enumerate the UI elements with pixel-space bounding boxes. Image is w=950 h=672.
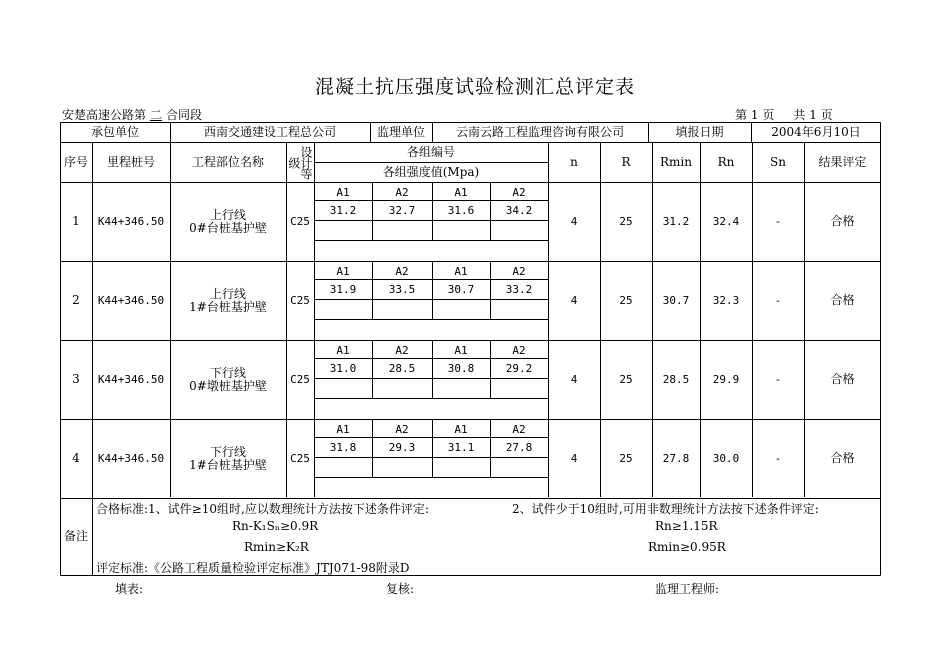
row-n: 4: [570, 294, 578, 307]
row-result: 合格: [830, 451, 855, 465]
row-seq: 1: [72, 214, 80, 228]
group-code: A2: [512, 264, 526, 278]
header-r: R: [621, 154, 631, 169]
row-part-name: [170, 182, 286, 261]
group-strength-value: 32.7: [388, 203, 416, 217]
group-strength-value: 28.5: [388, 361, 416, 375]
supervisor-label: 监理单位: [376, 124, 425, 139]
group-strength-value: 27.8: [505, 440, 533, 454]
remarks-criteria-right: 2、试件少于10组时,可用非数理统计方法按下述条件评定:: [512, 502, 819, 516]
row-rn: 30.0: [712, 452, 740, 465]
group-code: A1: [454, 422, 468, 436]
page-label: 页: [820, 108, 833, 122]
project-prefix: 安楚高速公路第: [62, 108, 147, 122]
date-value: 2004年6月10日: [771, 124, 861, 139]
row-n: 4: [570, 452, 578, 465]
filler-signature: 填表:: [115, 582, 144, 596]
group-code: A2: [395, 422, 409, 436]
header-grade-text: 设计等级: [287, 145, 313, 179]
row-result: 合格: [830, 293, 855, 307]
header-n: n: [570, 154, 578, 169]
row-seq: 3: [72, 372, 80, 386]
row-grade: C25: [290, 452, 310, 465]
supervisor-value: 云南云路工程监理咨询有限公司: [455, 124, 624, 139]
formula-rmin-095r: Rmin≥0.95R: [648, 540, 726, 554]
row-result: 合格: [830, 214, 855, 228]
evaluation-table: [60, 122, 881, 576]
formula-rn-ksn: Rn-K₁Sₙ≥0.9R: [232, 519, 319, 533]
page-number: 1: [750, 108, 759, 122]
row-sn: -: [774, 373, 782, 386]
row-grade: C25: [290, 294, 310, 307]
row-part-name: [170, 340, 286, 419]
row-rn: 32.3: [712, 294, 740, 307]
header-result: 结果评定: [818, 154, 867, 169]
row-part-line: 下行线: [209, 365, 246, 380]
header-grade: [286, 142, 314, 182]
row-rn: 32.4: [712, 215, 740, 228]
group-strength-value: 31.9: [329, 282, 357, 296]
row-part-name: [170, 419, 286, 498]
evaluation-standard: 评定标准:《公路工程质量检验评定标准》JTJ071-98附录D: [96, 561, 410, 575]
row-part-location: 1#台桩基护壁: [189, 299, 267, 314]
row-rmin: 27.8: [662, 452, 690, 465]
header-sn: Sn: [770, 154, 786, 169]
row-sn: -: [774, 294, 782, 307]
row-grade: C25: [290, 215, 310, 228]
page-label: 第: [735, 108, 748, 122]
row-rn: 29.9: [712, 373, 740, 386]
row-r: 25: [619, 215, 633, 228]
group-code: A2: [512, 422, 526, 436]
remarks-label: 备注: [63, 529, 88, 543]
row-mileage: K44+346.50: [97, 452, 165, 465]
date-label: 填报日期: [675, 124, 724, 139]
group-code: A1: [454, 343, 468, 357]
row-grade: C25: [290, 373, 310, 386]
group-code: A2: [395, 343, 409, 357]
group-strength-value: 31.0: [329, 361, 357, 375]
contractor-value: 西南交通建设工程总公司: [203, 124, 336, 139]
row-rmin: 31.2: [662, 215, 690, 228]
group-code: A2: [395, 185, 409, 199]
group-strength-value: 29.3: [388, 440, 416, 454]
page-label: 页: [762, 108, 775, 122]
group-strength-value: 29.2: [505, 361, 533, 375]
group-strength-value: 33.5: [388, 282, 416, 296]
group-code: A2: [395, 264, 409, 278]
row-r: 25: [619, 452, 633, 465]
group-strength-value: 30.7: [447, 282, 475, 296]
row-part-line: 上行线: [209, 207, 246, 222]
group-strength-value: 31.8: [329, 440, 357, 454]
page-total: 1: [809, 108, 817, 122]
row-rmin: 30.7: [662, 294, 690, 307]
row-n: 4: [570, 373, 578, 386]
header-mileage: 里程桩号: [106, 154, 155, 169]
row-part-line: 上行线: [209, 286, 246, 301]
form-title: 混凝土抗压强度试验检测汇总评定表: [314, 76, 635, 98]
header-group-no: 各组编号: [406, 144, 455, 159]
group-code: A1: [336, 264, 350, 278]
row-part-location: 0#台桩基护壁: [189, 220, 267, 235]
group-strength-value: 34.2: [505, 203, 533, 217]
row-mileage: K44+346.50: [97, 215, 165, 228]
formula-rn-115r: Rn≥1.15R: [655, 519, 718, 533]
row-result: 合格: [830, 372, 855, 386]
row-part-name: [170, 261, 286, 340]
header-rmin: Rmin: [660, 154, 692, 169]
group-code: A1: [336, 185, 350, 199]
reviewer-signature: 复核:: [386, 582, 415, 596]
project-name: [62, 106, 202, 123]
row-part-line: 下行线: [209, 444, 246, 459]
group-code: A1: [336, 422, 350, 436]
formula-rmin-k2r: Rmin≥K₂R: [244, 540, 309, 554]
row-r: 25: [619, 294, 633, 307]
contractor-label: 承包单位: [90, 124, 139, 139]
group-strength-value: 31.6: [447, 203, 475, 217]
group-strength-value: 33.2: [505, 282, 533, 296]
group-strength-value: 31.2: [329, 203, 357, 217]
row-mileage: K44+346.50: [97, 294, 165, 307]
group-code: A2: [512, 343, 526, 357]
group-code: A1: [336, 343, 350, 357]
engineer-signature: 监理工程师:: [655, 582, 720, 596]
page-indicator: [735, 106, 833, 123]
project-number: 二: [150, 108, 163, 122]
header-rn: Rn: [717, 154, 735, 169]
row-n: 4: [570, 215, 578, 228]
row-sn: -: [774, 452, 782, 465]
group-code: A1: [454, 185, 468, 199]
row-sn: -: [774, 215, 782, 228]
row-mileage: K44+346.50: [97, 373, 165, 386]
group-code: A1: [454, 264, 468, 278]
remarks-criteria-left: 合格标准:1、试件≥10组时,应以数理统计方法按下述条件评定:: [96, 502, 429, 516]
group-strength-value: 31.1: [447, 440, 475, 454]
row-part-location: 1#台桩基护壁: [189, 457, 267, 472]
group-strength-value: 30.8: [447, 361, 475, 375]
row-rmin: 28.5: [662, 373, 690, 386]
group-code: A2: [512, 185, 526, 199]
row-part-location: 0#墩桩基护壁: [189, 378, 267, 393]
header-part: 工程部位名称: [191, 154, 264, 169]
row-seq: 2: [72, 293, 80, 307]
header-group-strength: 各组强度值(Mpa): [382, 164, 480, 179]
page-label: 共: [793, 108, 806, 122]
row-seq: 4: [72, 451, 80, 465]
project-suffix: 合同段: [166, 108, 203, 122]
row-r: 25: [619, 373, 633, 386]
header-seq: 序号: [63, 154, 88, 169]
